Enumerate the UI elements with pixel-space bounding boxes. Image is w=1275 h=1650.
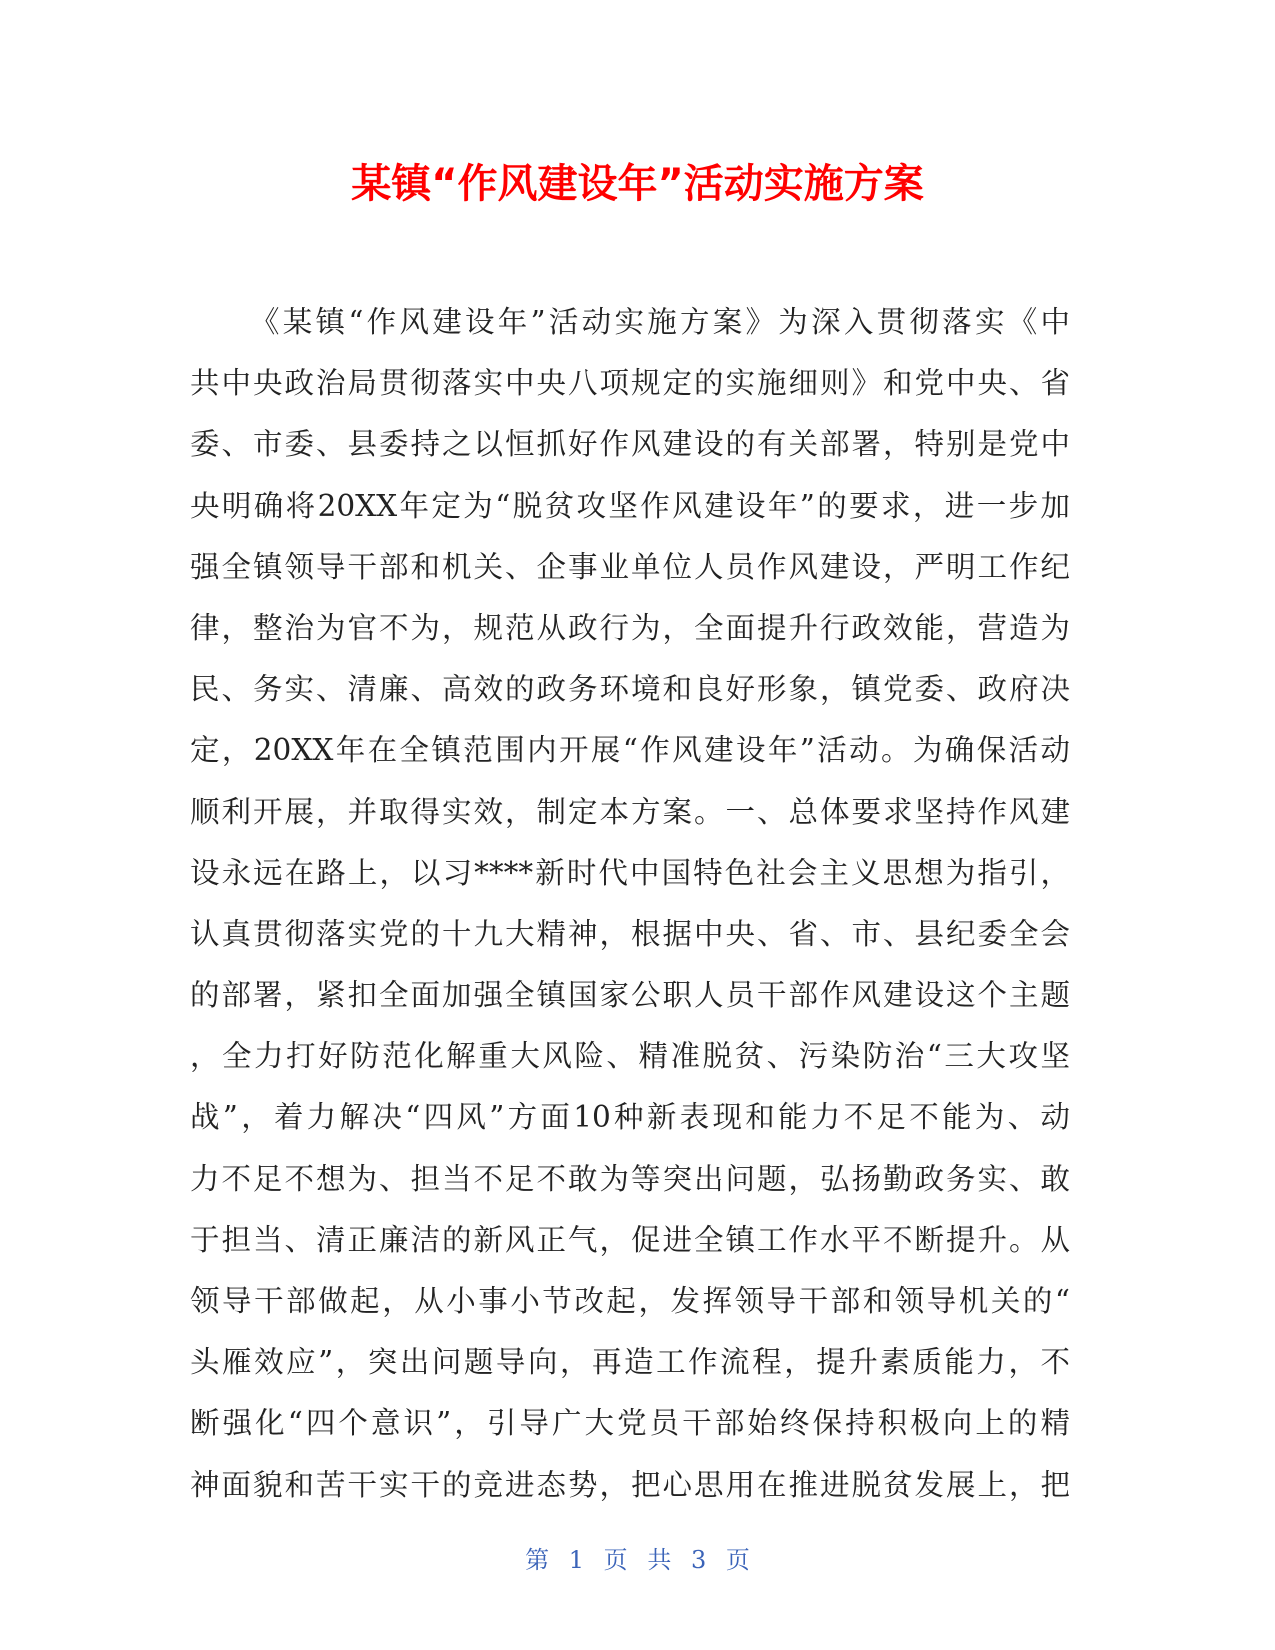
body-line: 设永远在路上，以习****新时代中国特色社会主义思想为指引， <box>190 855 1070 890</box>
document-body <box>190 292 1070 1516</box>
current-page-number: 1 <box>568 1546 585 1574</box>
body-line: ，全力打好防范化解重大风险、精准脱贫、污染防治“三大攻坚 <box>190 1039 1070 1074</box>
page-label-mid: 页 <box>603 1546 628 1574</box>
body-line: 委、市委、县委持之以恒抓好作风建设的有关部署，特别是党中 <box>190 427 1070 462</box>
body-line: 领导干部做起，从小事小节改起，发挥领导干部和领导机关的“ <box>190 1284 1070 1318</box>
body-line: 认真贯彻落实党的十九大精神，根据中央、省、市、县纪委全会 <box>190 916 1070 951</box>
body-line: 力不足不想为、担当不足不敢为等突出问题，弘扬勤政务实、敢 <box>190 1161 1070 1196</box>
body-line: 民、务实、清廉、高效的政务环境和良好形象，镇党委、政府决 <box>190 672 1070 707</box>
page-label-prefix: 第 <box>525 1546 550 1574</box>
body-line: 断强化“四个意识”，引导广大党员干部始终保持积极向上的精 <box>190 1406 1070 1441</box>
body-line: 《某镇“作风建设年”活动实施方案》为深入贯彻落实《中 <box>250 305 1070 339</box>
total-label: 共 <box>647 1546 672 1574</box>
page-label-suffix: 页 <box>725 1546 750 1574</box>
body-line: 强全镇领导干部和机关、企事业单位人员作风建设，严明工作纪 <box>190 549 1070 584</box>
body-line: 顺利开展，并取得实效，制定本方案。一、总体要求坚持作风建 <box>190 794 1070 829</box>
body-line: 战”，着力解决“四风”方面10种新表现和能力不足不能为、动 <box>190 1100 1070 1135</box>
page-number-footer <box>0 1545 1275 1575</box>
body-line: 的部署，紧扣全面加强全镇国家公职人员干部作风建设这个主题 <box>190 978 1070 1013</box>
body-line: 神面貌和苦干实干的竞进态势，把心思用在推进脱贫发展上，把 <box>190 1467 1070 1502</box>
body-line: 律，整治为官不为，规范从政行为，全面提升行政效能，营造为 <box>190 610 1070 645</box>
body-line: 央明确将20XX年定为“脱贫攻坚作风建设年”的要求，进一步加 <box>190 488 1070 523</box>
body-line: 头雁效应”，突出问题导向，再造工作流程，提升素质能力，不 <box>190 1345 1070 1380</box>
document-title: 某镇“作风建设年”活动实施方案 <box>351 161 924 207</box>
body-line: 于担当、清正廉洁的新风正气，促进全镇工作水平不断提升。从 <box>190 1222 1070 1257</box>
body-line: 共中央政治局贯彻落实中央八项规定的实施细则》和党中央、省 <box>190 366 1070 401</box>
total-pages-number: 3 <box>690 1546 707 1574</box>
body-line: 定，20XX年在全镇范围内开展“作风建设年”活动。为确保活动 <box>190 733 1070 768</box>
